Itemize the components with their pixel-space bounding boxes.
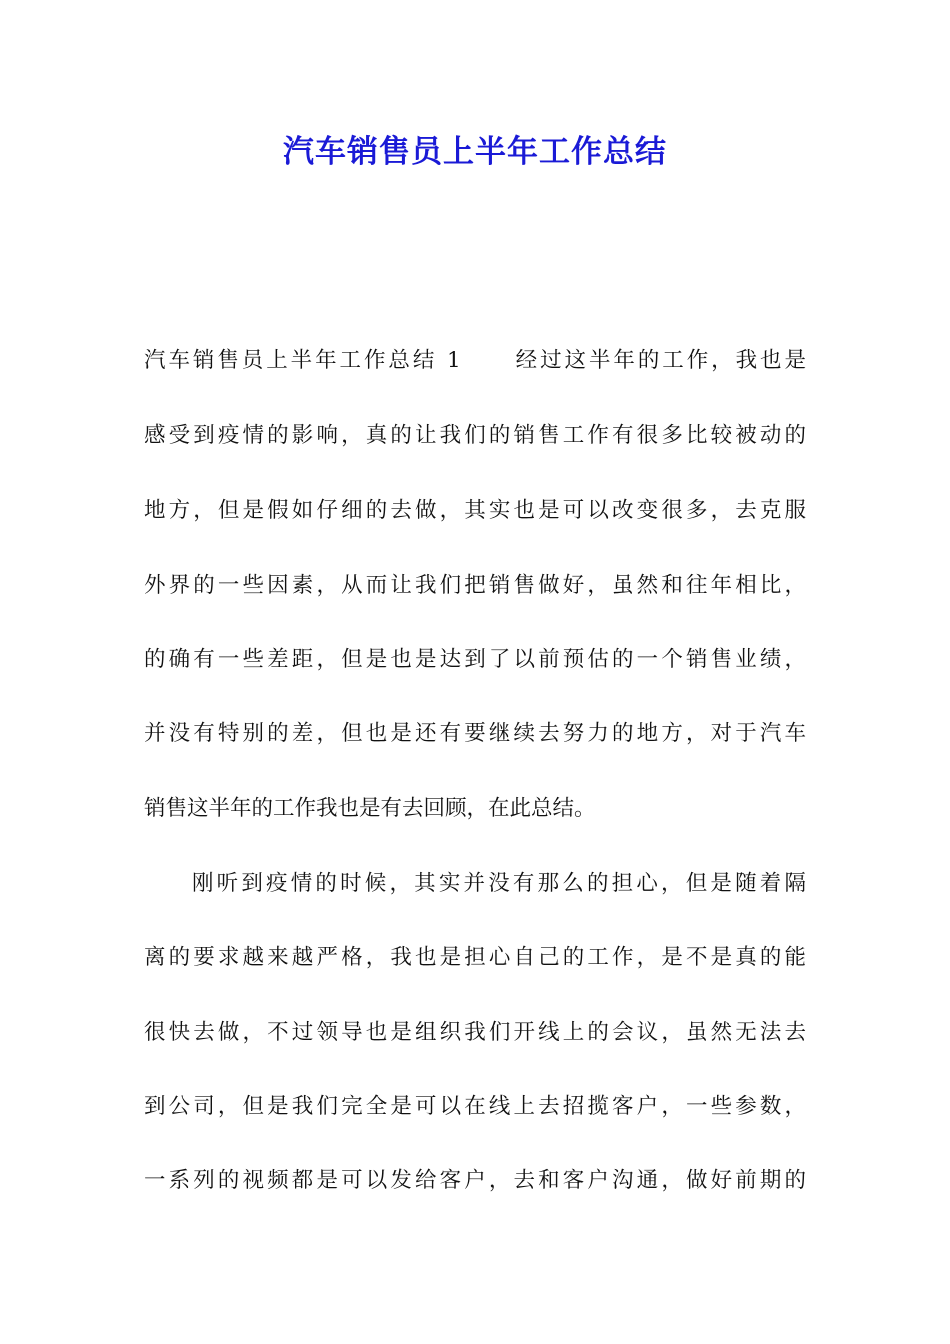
paragraph-line: 一系列的视频都是可以发给客户，去和客户沟通，做好前期的: [144, 1168, 806, 1193]
paragraph-line: 感受到疫情的影响，真的让我们的销售工作有很多比较被动的: [144, 423, 806, 448]
document-title: 汽车销售员上半年工作总结: [283, 134, 667, 170]
paragraph-line: 外界的一些因素，从而让我们把销售做好，虽然和往年相比，: [144, 573, 806, 598]
paragraph-line: 地方，但是假如仔细的去做，其实也是可以改变很多，去克服: [144, 498, 806, 523]
paragraph-line: 很快去做，不过领导也是组织我们开线上的会议，虽然无法去: [144, 1020, 806, 1045]
paragraph-text: 经过这半年的工作，我也是: [512, 348, 806, 373]
section-heading: 汽车销售员上半年工作总结 1: [144, 348, 461, 373]
paragraph-line: 的确有一些差距，但是也是达到了以前预估的一个销售业绩，: [144, 647, 806, 672]
paragraph-line: 刚听到疫情的时候，其实并没有那么的担心，但是随着隔: [192, 871, 806, 896]
paragraph-line: [144, 346, 806, 376]
paragraph-line: 离的要求越来越严格，我也是担心自己的工作，是不是真的能: [144, 945, 806, 970]
paragraph-line: 并没有特别的差，但也是还有要继续去努力的地方，对于汽车: [144, 721, 806, 746]
paragraph-line: 到公司，但是我们完全是可以在线上去招揽客户，一些参数，: [144, 1094, 806, 1119]
paragraph-line: 销售这半年的工作我也是有去回顾，在此总结。: [144, 796, 596, 821]
